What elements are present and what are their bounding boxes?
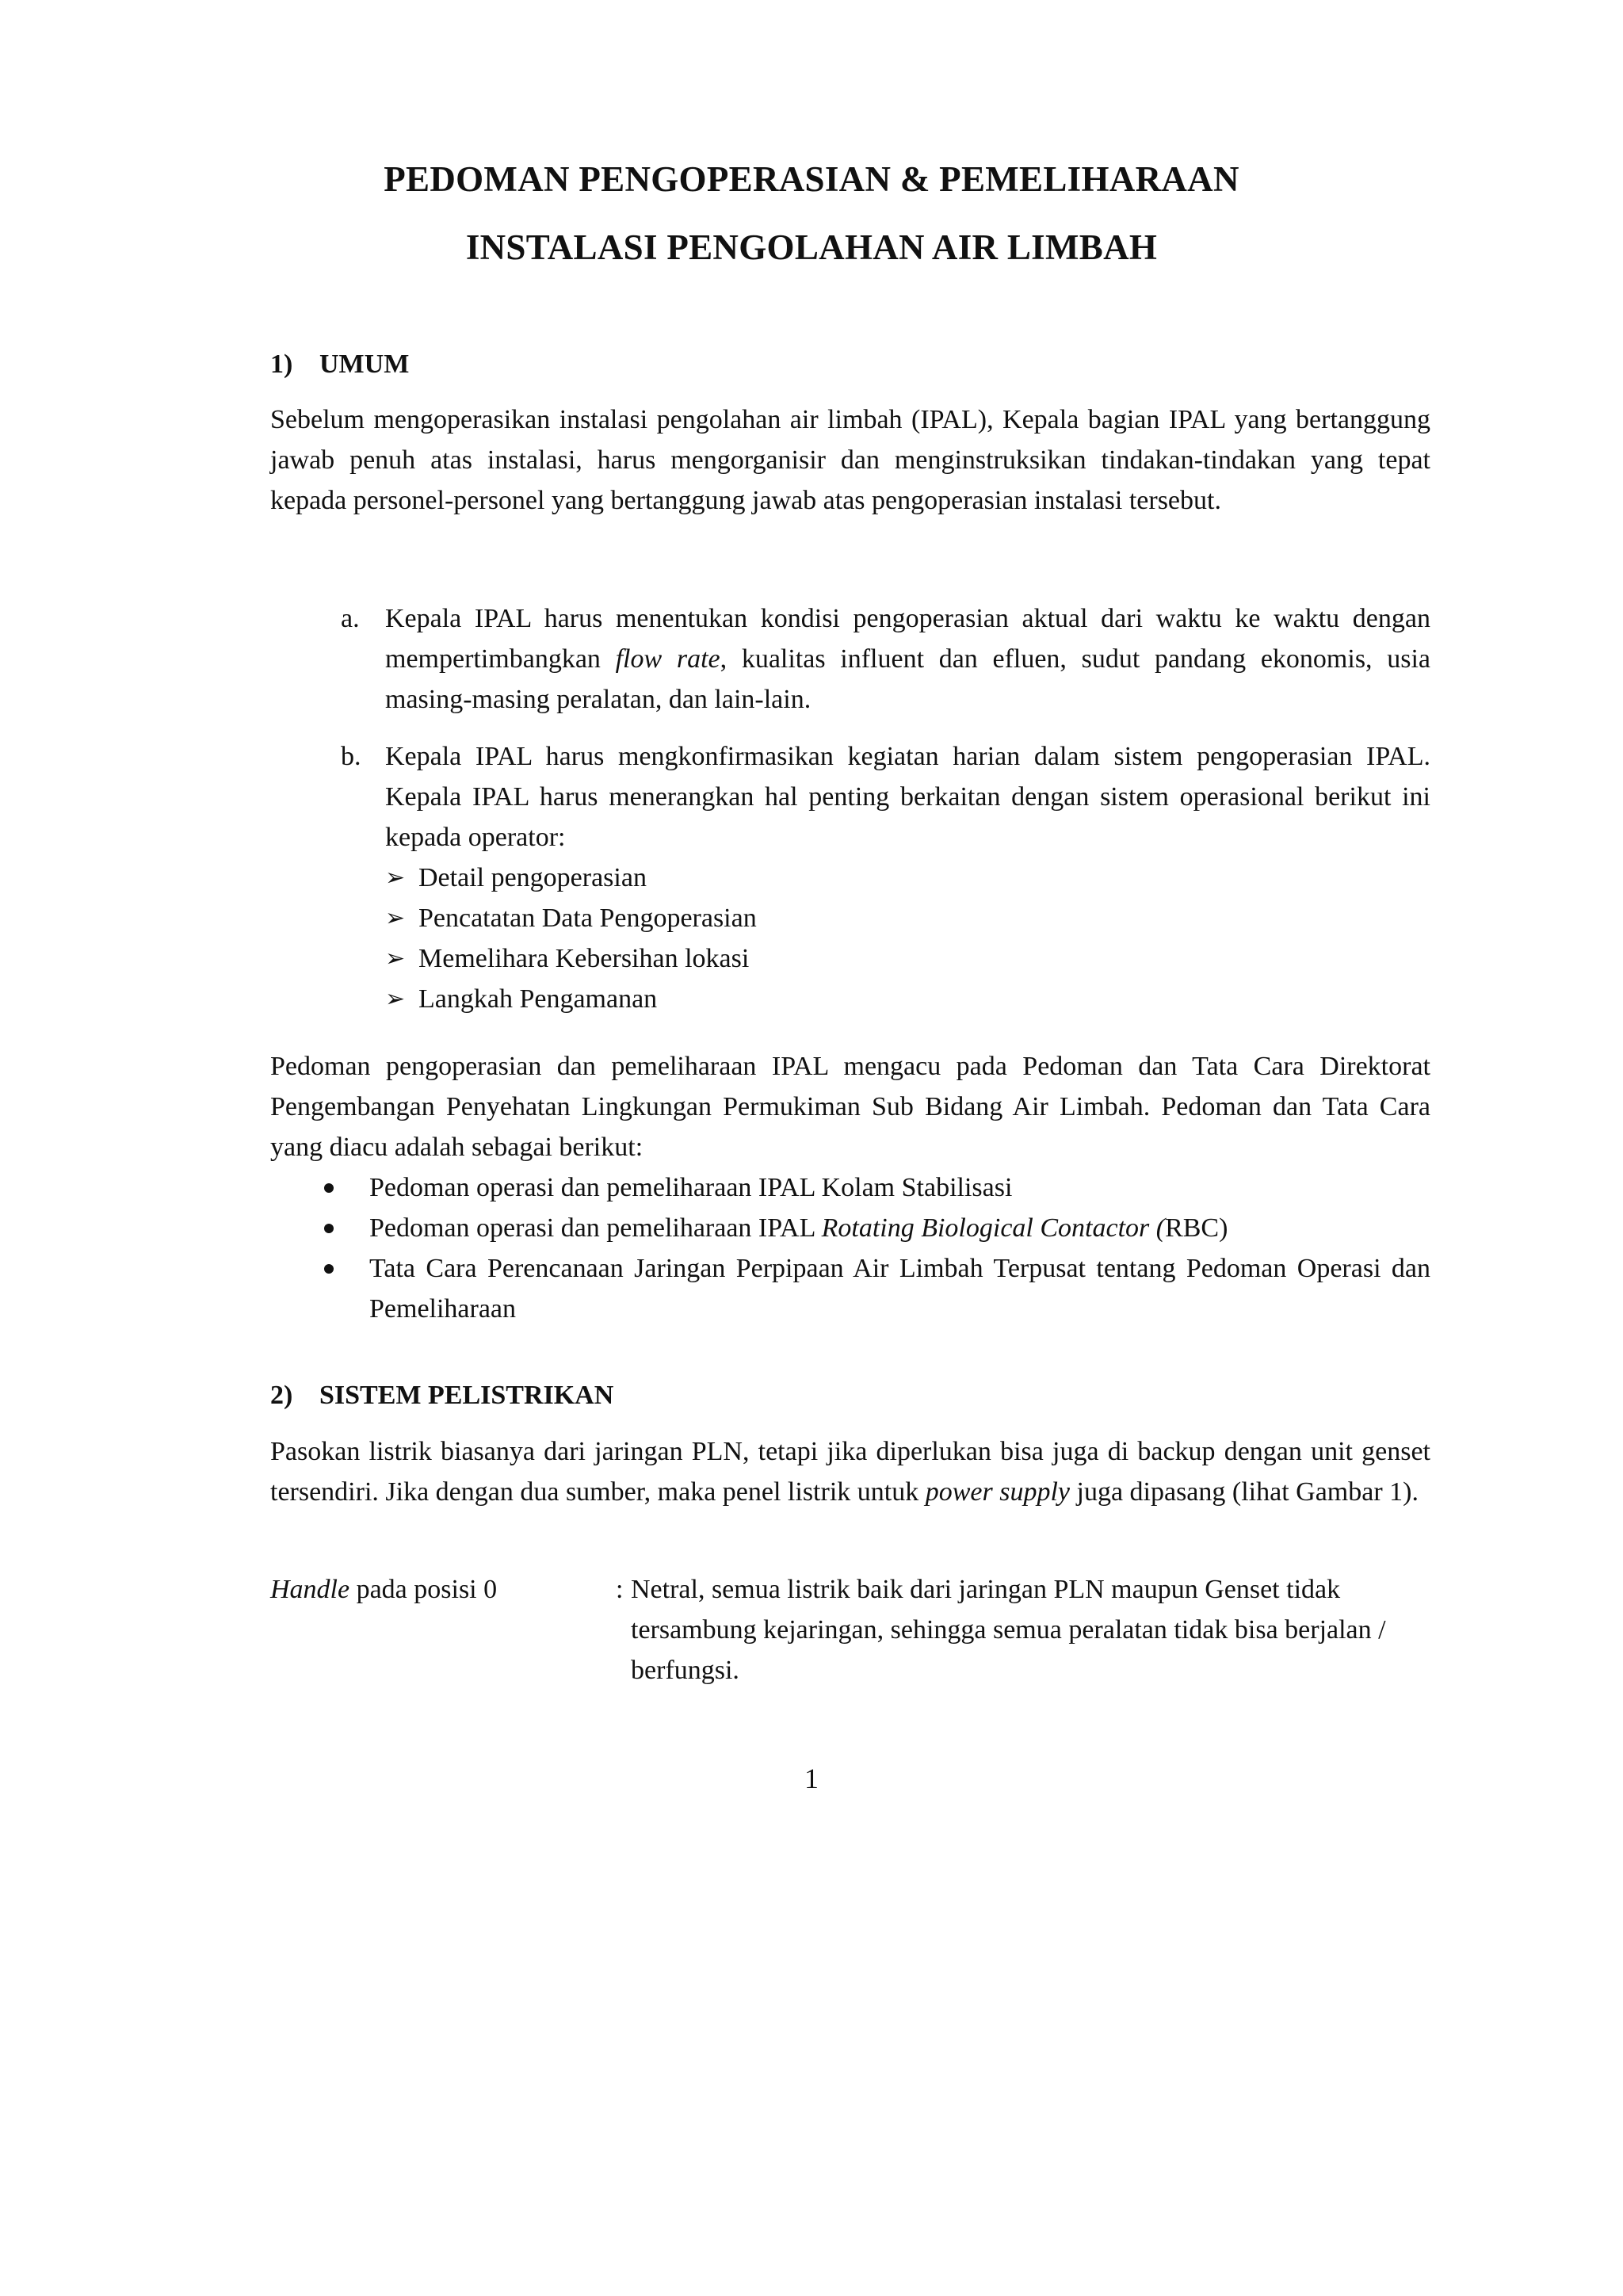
flow-rate-term: flow rate xyxy=(615,644,720,674)
reference-1-text: Pedoman operasi dan pemeliharaan IPAL Kolam Stabilisasi xyxy=(369,1173,1013,1202)
list-item-text: Langkah Pengamanan xyxy=(418,984,658,1014)
definition-colon: : xyxy=(616,1575,624,1604)
section-2-heading xyxy=(270,1376,613,1415)
reference-2-text-start: Pedoman operasi dan pemeliharaan IPAL xyxy=(369,1213,822,1243)
section-2-number: 2) xyxy=(270,1381,293,1410)
reference-3-text: Tata Cara Perencanaan Jaringan Perpipaan Air Limbah Terpusat tentang Pedoman Operasi dan Pemeliharaan xyxy=(369,1254,1430,1324)
reference-list xyxy=(270,1167,1430,1329)
arrow-bullet-icon: ➢ xyxy=(385,946,406,972)
list-item-b xyxy=(341,736,1430,1019)
reference-2-italic-term: Rotating Biological Contactor ( xyxy=(821,1213,1166,1243)
list-item xyxy=(270,1208,1430,1248)
list-item xyxy=(270,1248,1430,1329)
list-item-text: Pencatatan Data Pengoperasian xyxy=(418,904,757,933)
arrow-bullet-icon: ➢ xyxy=(385,986,406,1012)
arrow-bullet-icon: ➢ xyxy=(385,865,406,891)
section-1-heading xyxy=(270,345,409,384)
list-item-b-body xyxy=(385,736,1430,1019)
list-item-text: Detail pengoperasian xyxy=(418,863,647,892)
list-item xyxy=(385,858,1430,898)
power-supply-term: power supply xyxy=(925,1477,1070,1507)
round-bullet-icon xyxy=(324,1183,334,1193)
section-1-intro-paragraph: Sebelum mengoperasikan instalasi pengolahan air limbah (IPAL), Kepala bagian IPAL yang bertanggung jawab penuh atas instalasi, harus mengorganisir dan menginstruksikan tindakan-tindakan yang tepat kepada personel-personel yang bertanggung jawab atas pengoperasian instalasi tersebut. xyxy=(270,405,1430,515)
document-title-line-2: INSTALASI PENGOLAHAN AIR LIMBAH xyxy=(465,227,1158,267)
handle-term-italic: Handle xyxy=(270,1575,350,1604)
list-item-a-text-end: , kualitas influent dan efluen, sudut pandang ekonomis, usia masing-masing peralatan, dan lain-lain. xyxy=(385,644,1431,714)
list-item xyxy=(385,898,1430,938)
list-item xyxy=(385,979,1430,1019)
section-2-text-start: Pasokan listrik biasanya dari jaringan PLN, tetapi jika diperlukan bisa juga di backup dengan unit genset tersendiri. Jika dengan dua sumber, maka penel listrik untuk xyxy=(270,1437,1430,1507)
round-bullet-icon xyxy=(324,1264,334,1274)
list-item xyxy=(385,938,1430,979)
reference-paragraph: Pedoman pengoperasian dan pemeliharaan IPAL mengacu pada Pedoman dan Tata Cara Direktorat Pengembangan Penyehatan Lingkungan Permukiman Sub Bidang Air Limbah. Pedoman dan Tata Cara yang diacu adalah sebagai berikut: xyxy=(270,1052,1430,1162)
list-item-a-text xyxy=(385,598,1430,720)
list-item-text: Memelihara Kebersihan lokasi xyxy=(418,944,750,973)
list-item-a xyxy=(341,598,1430,720)
section-2-paragraph xyxy=(270,1431,1430,1512)
section-2-text-end: juga dipasang (lihat Gambar 1). xyxy=(1070,1477,1419,1507)
list-item xyxy=(270,1167,1430,1208)
handle-term xyxy=(270,1569,611,1610)
list-marker-a: a. xyxy=(341,604,360,633)
section-1-number: 1) xyxy=(270,350,293,379)
handle-description: Netral, semua listrik baik dari jaringan PLN maupun Genset tidak tersambung kejaringan, sehingga semua peralatan tidak bisa berjalan / berfungsi. xyxy=(631,1575,1386,1685)
list-item-a-text-start: Kepala IPAL harus menentukan kondisi pengoperasian aktual dari waktu ke waktu dengan mempertimbangkan xyxy=(385,604,1430,674)
arrow-bullet-icon: ➢ xyxy=(385,905,406,931)
list-item-b-text: Kepala IPAL harus mengkonfirmasikan kegiatan harian dalam sistem pengoperasian IPAL. Kepala IPAL harus menerangkan hal penting berkaitan dengan sistem operasional berikut ini kepada operator: xyxy=(385,742,1430,852)
list-marker-b: b. xyxy=(341,742,361,771)
round-bullet-icon xyxy=(324,1224,334,1233)
handle-term-rest: pada posisi 0 xyxy=(349,1575,498,1604)
document-title-line-1: PEDOMAN PENGOPERASIAN & PEMELIHARAAN xyxy=(384,159,1239,199)
reference-2-text-end: RBC) xyxy=(1165,1213,1228,1243)
section-1-title: UMUM xyxy=(319,350,410,379)
handle-definition-row xyxy=(270,1569,1435,1690)
operator-topics-list xyxy=(385,858,1430,1019)
section-2-title: SISTEM PELISTRIKAN xyxy=(319,1381,614,1410)
page-number: 1 xyxy=(804,1763,819,1794)
